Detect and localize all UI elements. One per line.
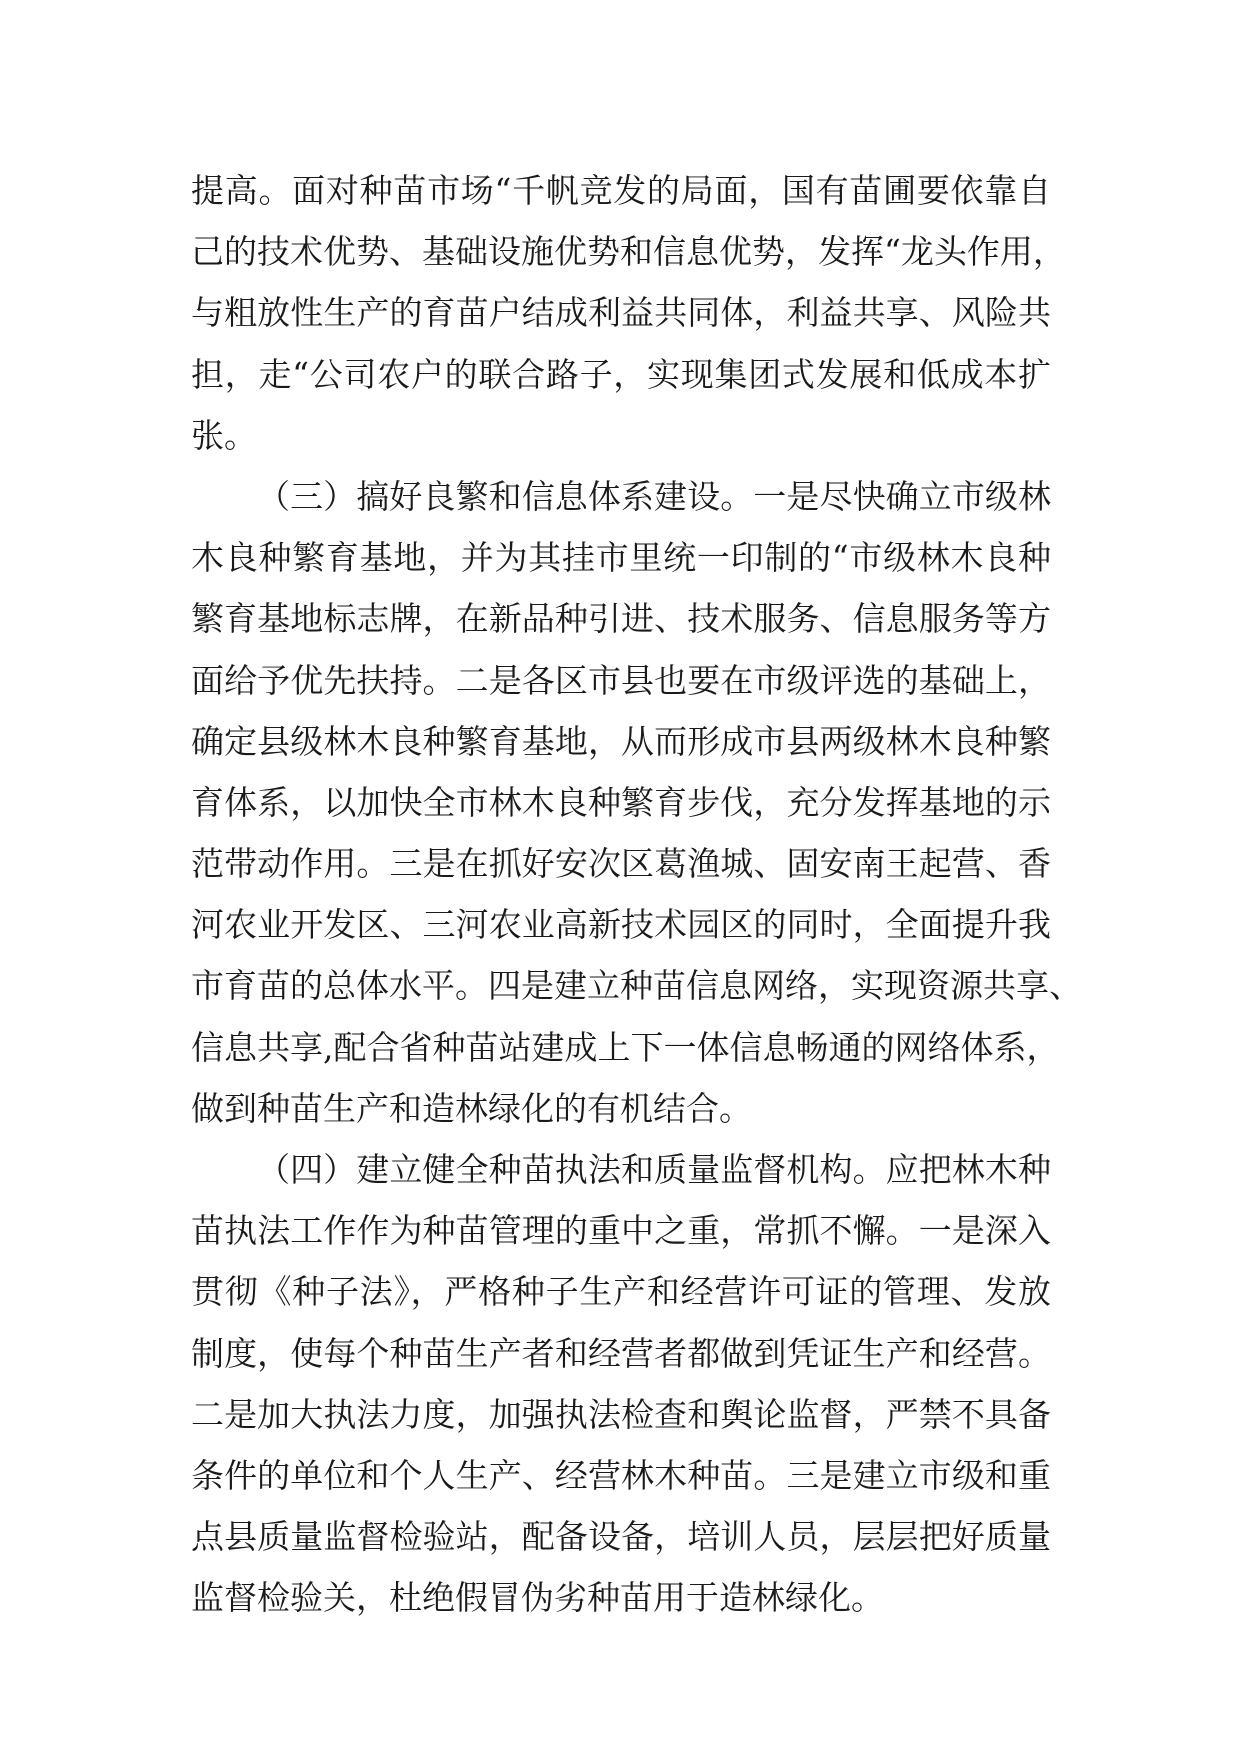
- text-line: 河农业开发区、三河农业高新技术园区的同时，全面提升我: [191, 905, 1051, 945]
- text-line: 范带动作用。三是在抓好安次区葛渔城、固安南王起营、香: [191, 844, 1051, 884]
- text-line: 二是加大执法力度，加强执法检查和舆论监督，严禁不具备: [191, 1394, 1051, 1434]
- text-line: 面给予优先扶持。二是各区市县也要在市级评选的基础上，: [191, 660, 1051, 700]
- text-line: 育体系，以加快全市林木良种繁育步伐，充分发挥基地的示: [191, 782, 1051, 822]
- text-line: 做到种苗生产和造林绿化的有机结合。: [191, 1088, 752, 1128]
- text-line: 条件的单位和个人生产、经营林木种苗。三是建立市级和重: [191, 1455, 1051, 1495]
- text-line: （三）搞好良繁和信息体系建设。一是尽快确立市级林: [257, 476, 1051, 516]
- text-line: 制度，使每个种苗生产者和经营者都做到凭证生产和经营。: [191, 1333, 1051, 1373]
- text-line: 繁育基地标志牌，在新品种引进、技术服务、信息服务等方: [191, 599, 1051, 639]
- text-line: 确定县级林木良种繁育基地，从而形成市县两级林木良种繁: [191, 721, 1051, 761]
- text-line: 己的技术优势、基础设施优势和信息优势，发挥“龙头作用，: [191, 232, 1066, 272]
- text-line: 市育苗的总体水平。四是建立种苗信息网络，实现资源共享、: [191, 966, 1082, 1006]
- text-line: 信息共享,配合省种苗站建成上下一体信息畅通的网络体系，: [191, 1027, 1060, 1067]
- body-text: [191, 160, 1082, 1629]
- text-line: 与粗放性生产的育苗户结成利益共同体，利益共享、风险共: [191, 293, 1051, 333]
- text-line: 张。: [191, 415, 257, 455]
- text-line: 提高。面对种苗市场“千帆竞发的局面，国有苗圃要依靠自: [191, 171, 1051, 210]
- text-line: 点县质量监督检验站，配备设备，培训人员，层层把好质量: [191, 1517, 1051, 1557]
- text-line: 监督检验关，杜绝假冒伪劣种苗用于造林绿化。: [191, 1578, 884, 1618]
- text-line: （四）建立健全种苗执法和质量监督机构。应把林木种: [257, 1150, 1051, 1189]
- text-line: 贯彻《种子法》，严格种子生产和经营许可证的管理、发放: [191, 1272, 1051, 1312]
- text-line: 木良种繁育基地，并为其挂市里统一印制的“市级林木良种: [191, 538, 1051, 578]
- text-line: 苗执法工作作为种苗管理的重中之重，常抓不懈。一是深入: [191, 1211, 1051, 1251]
- text-line: 担，走“公司农户的联合路子，实现集团式发展和低成本扩: [191, 354, 1051, 394]
